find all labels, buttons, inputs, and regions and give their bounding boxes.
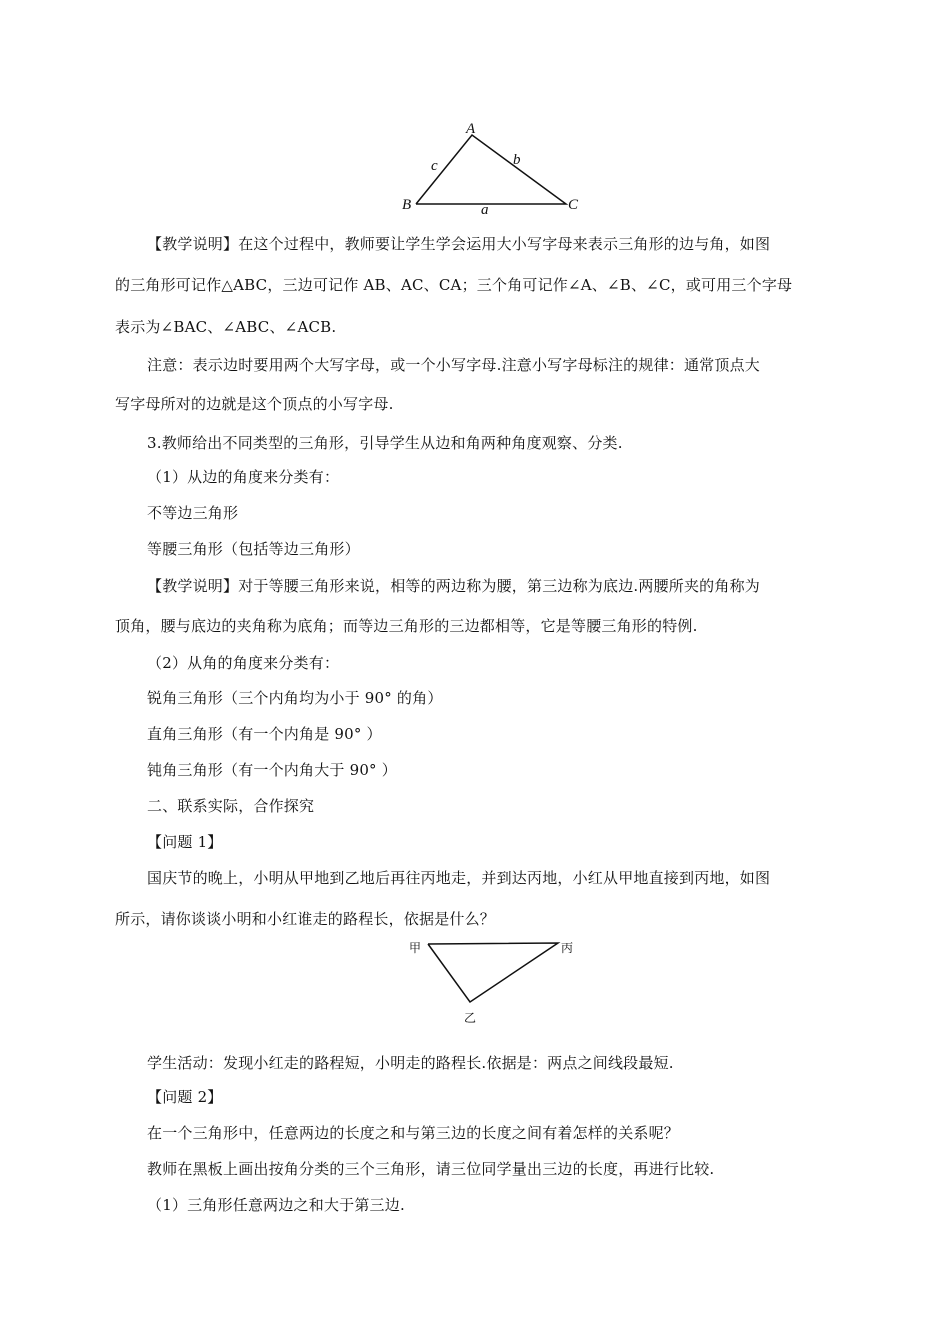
text-line-20: 学生活动：发现小红走的路程短，小明走的路程长.依据是：两点之间线段最短. bbox=[147, 1054, 674, 1072]
text-line-5: 写字母所对的边就是这个顶点的小写字母. bbox=[115, 395, 394, 413]
text-line-22: 在一个三角形中，任意两边的长度之和与第三边的长度之间有着怎样的关系呢？ bbox=[147, 1124, 680, 1142]
text-line-3: 表示为∠BAC、∠ABC、∠ACB. bbox=[115, 318, 337, 336]
place-bing-label: 丙 bbox=[561, 941, 574, 955]
text-line-21: 【问题 2】 bbox=[147, 1088, 223, 1106]
text-line-7: （1）从边的角度来分类有： bbox=[147, 468, 340, 486]
side-c-label: c bbox=[431, 158, 438, 174]
text-line-14: 直角三角形（有一个内角是 90° ） bbox=[147, 725, 382, 743]
side-a-label: a bbox=[481, 202, 489, 218]
text-line-10: 【教学说明】对于等腰三角形来说，相等的两边称为腰，第三边称为底边.两腰所夹的角称为 bbox=[147, 577, 760, 595]
place-yi-label: 乙 bbox=[464, 1011, 477, 1025]
vertex-a-label: A bbox=[466, 121, 476, 137]
text-line-13: 锐角三角形（三个内角均为小于 90° 的角） bbox=[147, 689, 443, 707]
text-line-4: 注意：表示边时要用两个大写字母，或一个小写字母.注意小写字母标注的规律：通常顶点大 bbox=[147, 356, 760, 374]
text-line-15: 钝角三角形（有一个内角大于 90° ） bbox=[147, 761, 397, 779]
text-line-11: 顶角，腰与底边的夹角称为底角；而等边三角形的三边都相等，它是等腰三角形的特例. bbox=[115, 617, 698, 635]
triangle-abc-outline bbox=[416, 135, 566, 204]
triangle-abc-svg bbox=[395, 118, 595, 218]
text-line-19: 所示，请你谈谈小明和小红谁走的路程长，依据是什么？ bbox=[115, 910, 496, 928]
route-triangle-svg bbox=[404, 936, 584, 1026]
text-line-2: 的三角形可记作△ABC，三边可记作 AB、AC、CA；三个角可记作∠A、∠B、∠C，或可用三个字母 bbox=[115, 276, 793, 294]
text-line-9: 等腰三角形（包括等边三角形） bbox=[147, 540, 360, 558]
route-triangle-outline bbox=[428, 943, 558, 1002]
vertex-b-label: B bbox=[402, 197, 412, 213]
text-line-23: 教师在黑板上画出按角分类的三个三角形，请三位同学量出三边的长度，再进行比较. bbox=[147, 1160, 715, 1178]
text-line-17: 【问题 1】 bbox=[147, 833, 223, 851]
text-line-12: （2）从角的角度来分类有： bbox=[147, 654, 340, 672]
text-line-1: 【教学说明】在这个过程中，教师要让学生学会运用大小写字母来表示三角形的边与角，如图 bbox=[147, 235, 771, 253]
text-line-6: 3.教师给出不同类型的三角形，引导学生从边和角两种角度观察、分类. bbox=[147, 434, 623, 452]
text-line-24: （1）三角形任意两边之和大于第三边. bbox=[147, 1196, 405, 1214]
side-b-label: b bbox=[513, 152, 521, 168]
place-jia-label: 甲 bbox=[409, 941, 422, 955]
route-triangle-figure bbox=[404, 936, 584, 1026]
text-line-18: 国庆节的晚上，小明从甲地到乙地后再往丙地走，并到达丙地，小红从甲地直接到丙地，如图 bbox=[147, 869, 771, 887]
text-line-16: 二、联系实际，合作探究 bbox=[147, 797, 315, 815]
text-line-8: 不等边三角形 bbox=[147, 504, 239, 522]
triangle-abc-figure bbox=[395, 118, 595, 218]
vertex-c-label: C bbox=[568, 197, 579, 213]
